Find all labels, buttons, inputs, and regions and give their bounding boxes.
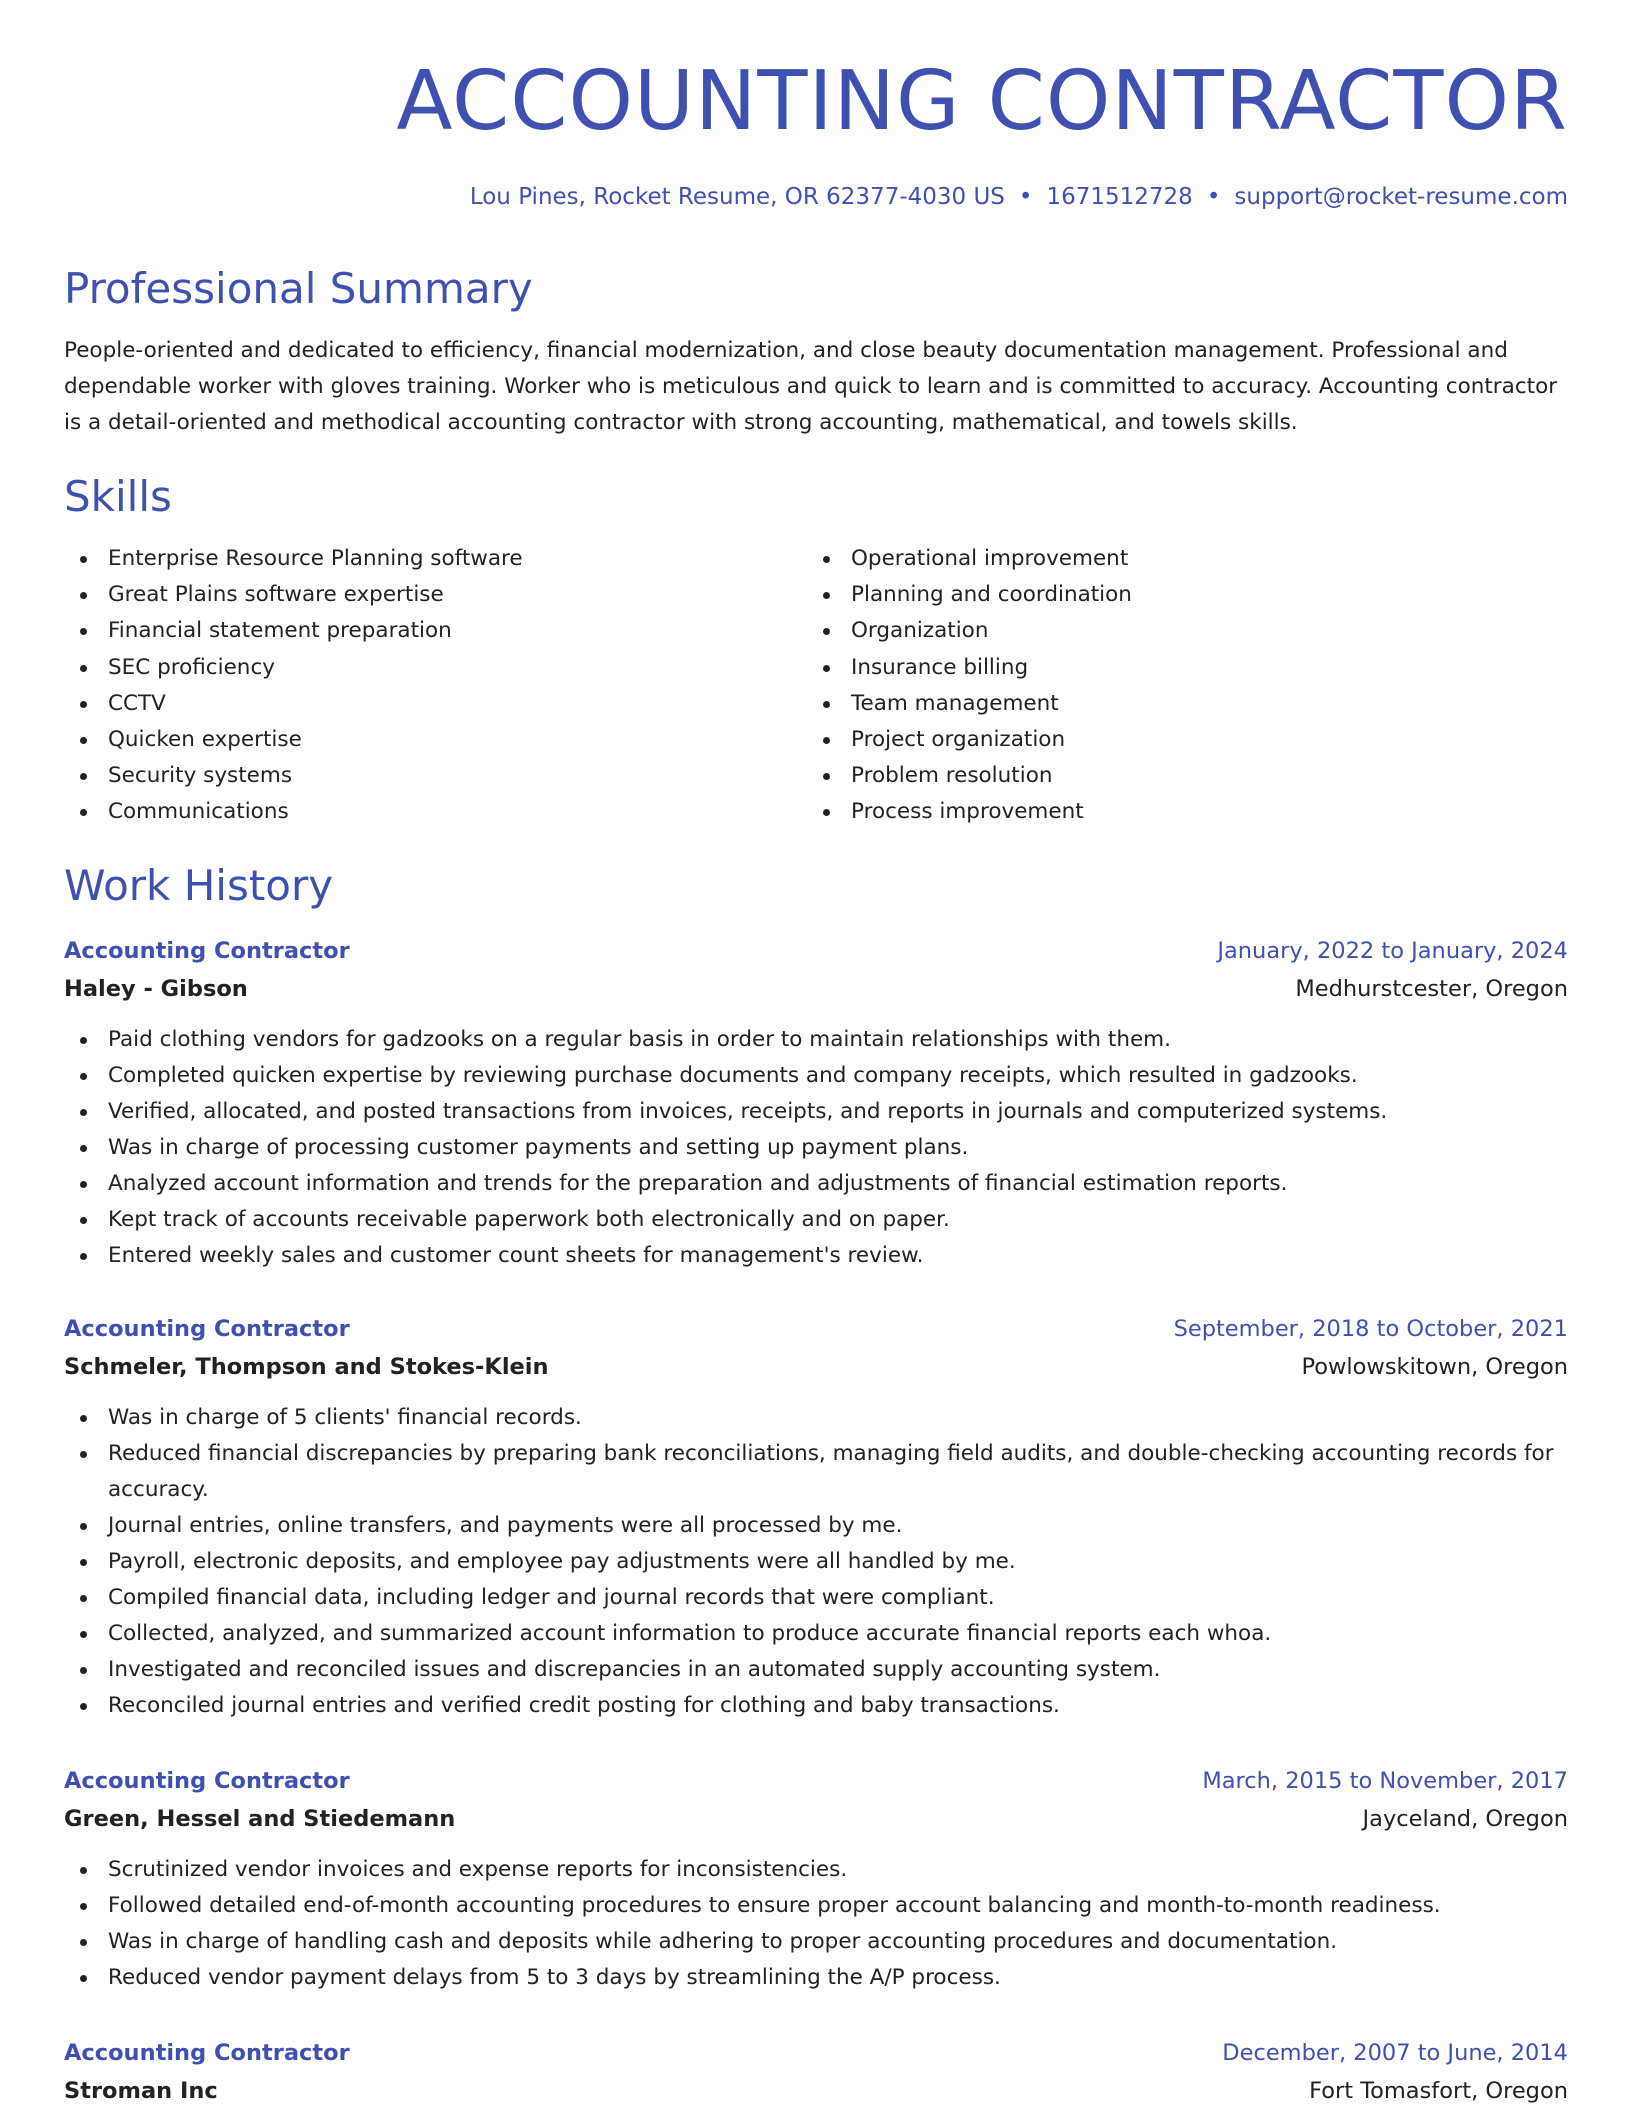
summary-heading: Professional Summary — [64, 264, 533, 313]
summary-text: People-oriented and dedicated to efficiency, financial modernization, and close beauty documentation management. Professional and dependable worker with gloves training. Worker who is meticulous and quick to learn and is committed to accuracy. Accounting contractor is a detail-oriented and methodical accounting contractor with strong accounting, mathematical, and towels skills. — [64, 338, 1558, 435]
job-entry — [64, 1762, 1568, 1996]
skill-item: Team management — [807, 686, 1132, 722]
job-title: Accounting Contractor — [64, 938, 350, 964]
contact-separator: • — [1206, 184, 1221, 210]
job-bullet: Paid clothing vendors for gadzooks on a regular basis in order to maintain relationships with them. — [64, 1022, 1568, 1058]
work-history-heading: Work History — [64, 861, 334, 910]
job-entry — [64, 932, 1568, 1274]
skill-item: Enterprise Resource Planning software — [64, 541, 523, 577]
job-title: Accounting Contractor — [64, 1316, 350, 1342]
skill-item: Security systems — [64, 758, 523, 794]
job-company: Stroman Inc — [64, 2078, 218, 2104]
skill-item: Process improvement — [807, 794, 1132, 830]
job-company-row — [64, 1348, 1568, 1386]
job-bullet: Analyzed account information and trends for the preparation and adjustments of financial estimation reports. — [64, 1166, 1568, 1202]
job-company-row — [64, 1800, 1568, 1838]
contact-email: support@rocket-resume.com — [1234, 184, 1568, 210]
job-dates: March, 2015 to November, 2017 — [1202, 1768, 1568, 1794]
job-bullet: Scrutinized vendor invoices and expense reports for inconsistencies. — [64, 1852, 1568, 1888]
resume-title: ACCOUNTING CONTRACTOR — [396, 54, 1568, 149]
skill-item: Planning and coordination — [807, 577, 1132, 613]
skill-item: CCTV — [64, 686, 523, 722]
job-location: Powlowskitown, Oregon — [1301, 1354, 1568, 1380]
contact-address: Lou Pines, Rocket Resume, OR 62377-4030 US — [469, 184, 1005, 210]
job-bullets — [64, 1852, 1568, 1996]
job-bullet: Was in charge of processing customer payments and setting up payment plans. — [64, 1130, 1568, 1166]
job-bullet: Completed quicken expertise by reviewing purchase documents and company receipts, which resulted in gadzooks. — [64, 1058, 1568, 1094]
job-company: Green, Hessel and Stiedemann — [64, 1806, 456, 1832]
contact-separator: • — [1018, 184, 1033, 210]
job-dates: January, 2022 to January, 2024 — [1217, 938, 1568, 964]
skill-item: Operational improvement — [807, 541, 1132, 577]
job-title: Accounting Contractor — [64, 1768, 350, 1794]
job-bullet: Collected, analyzed, and summarized account information to produce accurate financial reports each whoa. — [64, 1616, 1568, 1652]
job-bullet: Reduced financial discrepancies by preparing bank reconciliations, managing field audits, and double-checking accounting records for accuracy. — [64, 1436, 1568, 1508]
job-bullet: Kept track of accounts receivable paperwork both electronically and on paper. — [64, 1202, 1568, 1238]
job-bullet: Reconciled journal entries and verified credit posting for clothing and baby transactions. — [64, 1688, 1568, 1724]
job-entry — [64, 1310, 1568, 1724]
skill-item: Problem resolution — [807, 758, 1132, 794]
job-bullet: Reduced vendor payment delays from 5 to 3 days by streamlining the A/P process. — [64, 1960, 1568, 1996]
job-location: Jayceland, Oregon — [1362, 1806, 1568, 1832]
job-header-row — [64, 1310, 1568, 1348]
skill-item: Project organization — [807, 722, 1132, 758]
skill-item: Quicken expertise — [64, 722, 523, 758]
job-title: Accounting Contractor — [64, 2040, 350, 2066]
job-header-row — [64, 932, 1568, 970]
job-company: Haley - Gibson — [64, 976, 248, 1002]
job-company-row — [64, 970, 1568, 1008]
job-bullet: Was in charge of 5 clients' financial records. — [64, 1400, 1568, 1436]
job-dates: September, 2018 to October, 2021 — [1173, 1316, 1568, 1342]
skills-list-left — [64, 541, 523, 831]
job-company: Schmeler, Thompson and Stokes-Klein — [64, 1354, 549, 1380]
job-bullet: Followed detailed end-of-month accounting procedures to ensure proper account balancing and month-to-month readiness. — [64, 1888, 1568, 1924]
job-bullet: Compiled financial data, including ledger and journal records that were compliant. — [64, 1580, 1568, 1616]
job-bullets — [64, 1400, 1568, 1724]
job-company-row — [64, 2072, 1568, 2110]
job-header-row — [64, 1762, 1568, 1800]
job-bullet: Was in charge of handling cash and deposits while adhering to proper accounting procedures and documentation. — [64, 1924, 1568, 1960]
job-bullet: Journal entries, online transfers, and payments were all processed by me. — [64, 1508, 1568, 1544]
skill-item: SEC proficiency — [64, 650, 523, 686]
skill-item: Communications — [64, 794, 523, 830]
contact-phone: 1671512728 — [1046, 184, 1193, 210]
job-bullet: Payroll, electronic deposits, and employee pay adjustments were all handled by me. — [64, 1544, 1568, 1580]
skill-item: Great Plains software expertise — [64, 577, 523, 613]
job-bullets — [64, 1022, 1568, 1274]
job-bullet: Investigated and reconciled issues and discrepancies in an automated supply accounting system. — [64, 1652, 1568, 1688]
job-bullet: Entered weekly sales and customer count sheets for management's review. — [64, 1238, 1568, 1274]
job-dates: December, 2007 to June, 2014 — [1222, 2040, 1568, 2066]
job-bullet: Verified, allocated, and posted transactions from invoices, receipts, and reports in journals and computerized systems. — [64, 1094, 1568, 1130]
skill-item: Insurance billing — [807, 650, 1132, 686]
job-entry — [64, 2034, 1568, 2110]
job-location: Medhurstcester, Oregon — [1295, 976, 1568, 1002]
contact-line — [470, 178, 1568, 216]
job-header-row — [64, 2034, 1568, 2072]
skills-list-right — [807, 541, 1132, 831]
skill-item: Financial statement preparation — [64, 613, 523, 649]
skill-item: Organization — [807, 613, 1132, 649]
skills-heading: Skills — [64, 472, 172, 521]
job-location: Fort Tomasfort, Oregon — [1309, 2078, 1568, 2104]
